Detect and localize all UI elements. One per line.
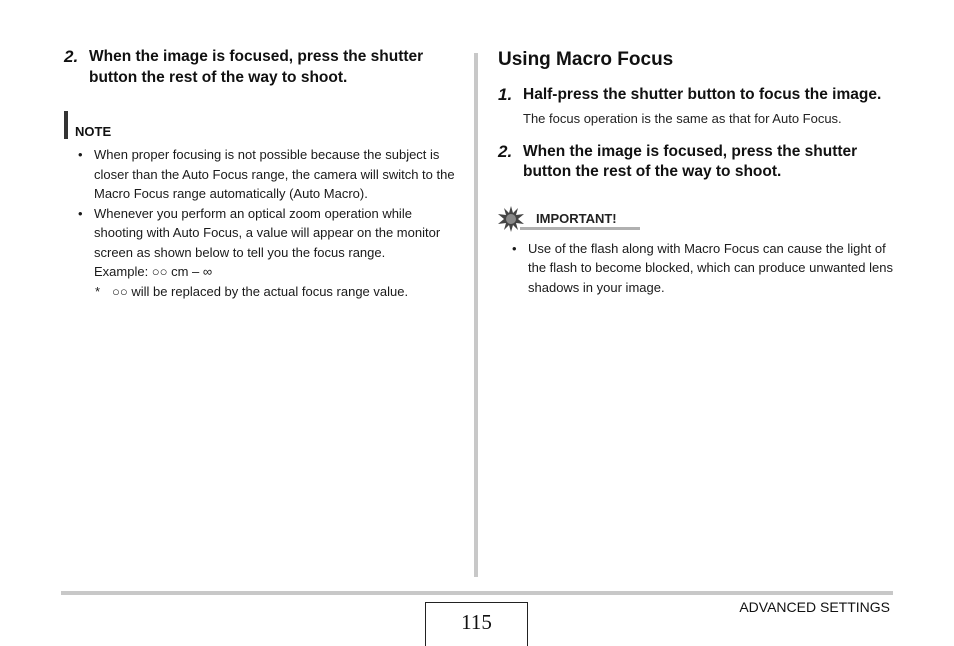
step-number: 2. bbox=[498, 141, 513, 161]
step-text: When the image is focused, press the shutter button the rest of the way to shoot. bbox=[523, 142, 858, 180]
step-text: When the image is focused, press the shutter button the rest of the way to shoot. bbox=[89, 48, 424, 86]
note-bullet-text: Whenever you perform an optical zoom operation while shooting with Auto Focus, a value will appear on the monitor screen as shown below to tell you the focus range. bbox=[94, 205, 441, 260]
important-label: IMPORTANT! bbox=[536, 211, 617, 226]
important-list bbox=[498, 239, 898, 298]
footer-rule bbox=[61, 591, 893, 595]
bullet-icon: • bbox=[78, 147, 83, 162]
left-column bbox=[64, 47, 464, 301]
important-header bbox=[498, 205, 898, 233]
important-underline bbox=[520, 227, 640, 230]
page-number: 115 bbox=[425, 602, 528, 646]
footnote-text: ○○ will be replaced by the actual focus range value. bbox=[112, 283, 409, 299]
step-2-right bbox=[498, 142, 898, 183]
note-list bbox=[64, 145, 464, 282]
note-label: NOTE bbox=[75, 124, 112, 139]
step-description: The focus operation is the same as that for Auto Focus. bbox=[523, 110, 842, 126]
bullet-icon: • bbox=[512, 240, 517, 256]
right-column bbox=[498, 47, 898, 297]
list-item bbox=[64, 145, 464, 204]
section-label[interactable]: ADVANCED SETTINGS bbox=[739, 599, 890, 615]
bullet-icon: • bbox=[78, 205, 83, 221]
footnote bbox=[64, 282, 464, 302]
step-number: 1. bbox=[498, 85, 513, 104]
focus-range-example: Example: ○○ cm – ∞ bbox=[94, 264, 213, 279]
note-bullet-text: When proper focusing is not possible because the subject is closer than the Auto Focus range, the camera will switch to the Macro Focus range automatically (Auto Macro). bbox=[94, 147, 455, 201]
note-header bbox=[64, 111, 464, 139]
section-title: Using Macro Focus bbox=[498, 49, 674, 70]
list-item bbox=[498, 239, 898, 298]
step-1-right bbox=[498, 85, 898, 106]
note-bar-icon bbox=[64, 111, 68, 139]
column-divider bbox=[474, 53, 478, 577]
list-item bbox=[64, 204, 464, 282]
important-bullet-text: Use of the flash along with Macro Focus can cause the light of the flash to become blocked, which can produce unwanted lens shadows in your image. bbox=[528, 240, 893, 295]
footnote-marker: * bbox=[95, 283, 101, 299]
step-2-left bbox=[64, 47, 464, 88]
step-text: Half-press the shutter button to focus the image. bbox=[523, 86, 882, 103]
step-number: 2. bbox=[64, 47, 79, 66]
